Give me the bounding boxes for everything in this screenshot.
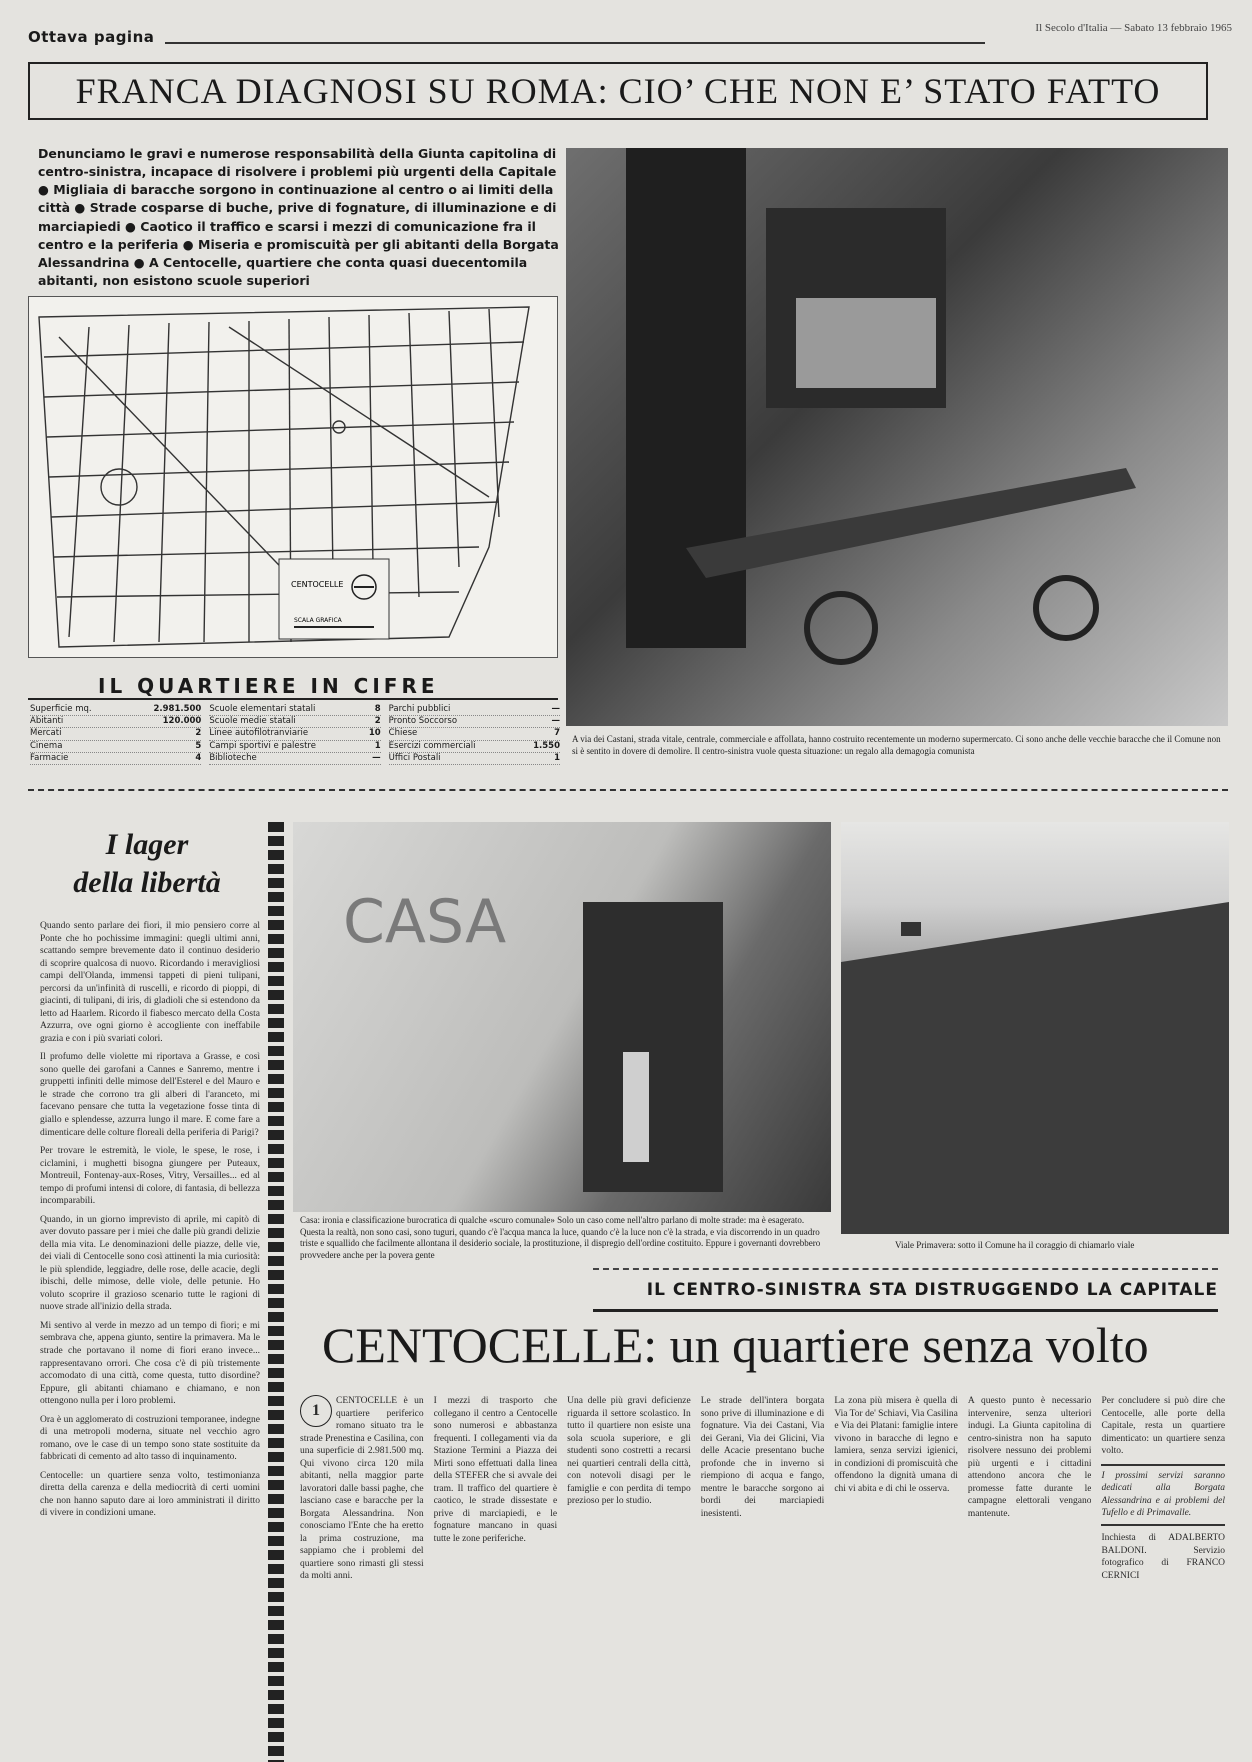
photo-viale-primavera <box>841 822 1229 1234</box>
article-column: Una delle più gravi deficienze riguarda il settore scolastico. In tutto il quartiere non esiste una sola scuola superiore, e gli studenti sono costretti a recarsi nei quartieri centrali della città, con notevoli disagi per le famiglie e con perdita di tempo prezioso per lo studio. <box>567 1396 691 1507</box>
street-grid <box>29 297 557 657</box>
section-divider <box>28 789 1228 791</box>
photo-casa-graffiti <box>293 822 831 1212</box>
article-headline: CENTOCELLE: un quartiere senza volto <box>322 1317 1149 1373</box>
section-rule <box>165 42 985 44</box>
lager-title: I lager della libertà <box>73 828 221 899</box>
article-column: A questo punto è necessario intervenire, senza ulteriori indugi. La Giunta capitolina di centro-sinistra non ha saputo risolvere nessuno dei problemi più urgenti e i cittadini attendono ancora che le promesse fatte durante le campagne elettorali vengano mantenute. <box>967 1396 1092 1519</box>
stat-row: Scuole elementari statali 8 <box>209 704 380 716</box>
stat-row: Linee autofilotranviarie 10 <box>209 728 380 740</box>
stats-column-2 <box>209 704 380 765</box>
lager-body: Quando sento parlare dei fiori, il mio pensiero corre al Ponte che ho pochissime immagini: quegli ultimi anni, scattando sempre brevemente dato il continuo desiderio di scoprire qualcosa di nuovo. Ricordando i meravigliosi campi dell'Olanda, immensi tappeti di pieni tulipani, percorsi da un'infinità di ruscelli, e ricordo di pioppi, di giacinti, di tulipani, di iris, di gladioli che si estendono da letto ad Haarlem. Ricordo il fiabesco mercato della Costa Azzurra, ove ogni giorno è accogliente con ineffabile grazia e con i più svariati colori. Il profumo delle violette mi riportava a Grasse, e così sono quelle dei garofani a Cannes e Sanremo, mentre i gruppetti infiniti delle mimose dell'Esterel e del Mauro e le strade che corrono tra gli alberi di l'aranceto, mi facevano pensare che tutta la vegetazione fosse tinta di giallo e splendesse, azzurra lungo il mare. E come fare a dimenticare delle colture floreali della periferia di Parigi? Per trovare le estremità, le viole, le spese, le rose, i ciclamini, i mughetti bisogna giungere per Puteaux, Montreuil, Fontenay-aux-Roses, Vitry, Versailles... ed al tempo di profumi intensi di colore, di fantasia, di bellezza incomparabili. Quando, in un giorno imprevisto di aprile, mi capitò di aver dovuto passare per i miei che dalle più grandi delizie della mia vita. Le denominazioni delle piazze, delle vie, dei viali di Centocelle sono così attinenti la mia curiosità: le più splendide, leggiadre, delle rose, delle acacie, degli ibischi, delle mimose, delle viole, delle petunie. Ho voluto scoprire il grazioso scenario tutte le ragioni di nuove strade all'inizio della strada. Mi sentivo al verde in mezzo ad un tempo di fiori; e mi sembrava che, appena giunto, sentire la primavera. Ma le strade che portavano il nome di fiori erano invece... rappresentavano orrori. Che cosa c'è di più tristemente accomodato di una città, come questa, tutto disordine? Eppure, gli abitanti chiamano e chiamano, e non ottengono nulla per i loro problemi. Ora è un agglomerato di costruzioni temporanee, indegne di una metropoli moderna, situate nel vecchio agro romano, ove le case di un tempo sono state sostituite da fabbricati di cemento ad alto tasso di inquinamento. Centocelle: un quartiere senza volto, testimonianza diretta della carenza e della mediocrità di certi uomini che non hanno saputo dare ai loro amministrati il diritto di vivere in condizioni umane. <box>40 921 260 1519</box>
stat-row: Scuole medie statali 2 <box>209 716 380 728</box>
stat-row: Farmacie 4 <box>30 753 201 765</box>
stat-row: Abitanti 120.000 <box>30 716 201 728</box>
article-column: La zona più misera è quella di Via Tor de' Schiavi, Via Casilina e Via dei Platani: famiglie intere vivono in baracche di legno e lamiera, senza servizi igienici, in condizioni di promiscuità che offendono la dignità umana di chi vi abita e di chi le osserva. <box>834 1396 958 1494</box>
dropcap-number: 1 <box>300 1395 332 1427</box>
caption-photo-1: A via dei Castani, strada vitale, centrale, commerciale e affollata, hanno costruito recentemente un moderno supermercato. Ci sono anche delle vecchie baracche che il Comune non si è sentito in dovere di demolire. Il centro-sinistra vuole questa situazione: un regalo alla demagogia comunista <box>572 734 1221 756</box>
stats-rule <box>28 698 558 700</box>
stat-row: Pronto Soccorso — <box>389 716 560 728</box>
roadside-silhouette <box>841 822 1229 1234</box>
stat-row: Campi sportivi e palestre 1 <box>209 741 380 753</box>
photo-baracche-cart <box>566 148 1228 726</box>
stat-row: Mercati 2 <box>30 728 201 740</box>
article-credit: Inchiesta di ADALBERTO BALDONI. Servizio fotografico di FRANCO CERNICI <box>1101 1532 1226 1582</box>
article-kicker: IL CENTRO-SINISTRA STA DISTRUGGENDO LA CAPITALE <box>593 1280 1218 1312</box>
map-scale: SCALA GRAFICA <box>294 617 342 624</box>
banner-title: FRANCA DIAGNOSI SU ROMA: CIO’ CHE NON E’ STATO FATTO <box>28 62 1208 120</box>
caption-photo-2: Casa: ironia e classificazione burocratica di qualche «scuro comunale» Solo un caso come nell'altro parlano di molte strade: ma è esagerato. Questa la realtà, non sono casi, sono tuguri, quando c'è l'acqua manca la luce, quando c'è la luce non c'è la strada, e via discorrendo in un quadro triste e squallido che facilmente allontana il desiderio sociale, la prostituzione, il dispregio dell'ordine costituito. Eppure i governanti dovrebbero provvedere anche per la povera gente <box>300 1215 821 1261</box>
stat-row: Esercizi commerciali 1.550 <box>389 741 560 753</box>
stat-row: Chiese 7 <box>389 728 560 740</box>
masthead-date: Il Secolo d'Italia — Sabato 13 febbraio 1965 <box>1035 22 1232 34</box>
stat-row: Biblioteche — <box>209 753 380 765</box>
article-column: I mezzi di trasporto che collegano il centro a Centocelle sono numerosi e abbastanza frequenti. I collegamenti via da Stazione Termini a Piazza dei Mirti sono effettuati dalla linea della STEFER che si avvale dei tram. Il traffico del quartiere è caotico, le strade dissestate e prive di marciapiedi, e le fognature mancano in quasi tutte le zone periferiche. <box>433 1396 558 1544</box>
article-column: Le strade dell'intera borgata sono prive di illuminazione e di fognature. Via dei Castani, Via dei Gerani, Via dei Glicini, Via delle Acacie presentano buche profonde che in inverno si riempiono di acqua e fango, mentre le baracche sorgono ai bordi dei marciapiedi inesistenti. <box>700 1396 825 1519</box>
stat-row: Cinema 5 <box>30 741 201 753</box>
cart-silhouette <box>566 148 1228 726</box>
svg-text:CASA: CASA <box>343 887 507 957</box>
stat-row: Parchi pubblici — <box>389 704 560 716</box>
film-strip-border <box>268 822 284 1762</box>
section-tag: Ottava pagina <box>28 28 155 46</box>
stats-column-3 <box>389 704 560 765</box>
map-label: CENTOCELLE <box>291 580 344 589</box>
article-columns <box>300 1395 1225 1740</box>
stats-title: IL QUARTIERE IN CIFRE <box>98 674 439 698</box>
district-map <box>28 296 558 658</box>
doorway-silhouette <box>293 822 831 1212</box>
stat-row: Superficie mq. 2.981.500 <box>30 704 201 716</box>
box-note: I prossimi servizi saranno dedicati alla Borgata Alessandrina e ai problemi del Tufello e di Primavalle. <box>1101 1464 1225 1526</box>
stats-column-1 <box>30 704 201 765</box>
article-column: Per concludere si può dire che Centocelle, alle porte della Capitale, resta un quartiere dimenticato: un quartiere senza volto. I prossimi servizi saranno dedicati alla Borgata Alessandrina e ai problemi del Tufello e di Primavalle. Inchiesta di ADALBERTO BALDONI. Servizio fotografico di FRANCO CERNICI <box>1101 1396 1226 1582</box>
stat-row: Uffici Postali 1 <box>389 753 560 765</box>
article-column: 1 CENTOCELLE è un quartiere periferico romano situato tra le strade Prenestina e Casilina, con una superficie di 2.981.500 mq. Qui vivono circa 120 mila abitanti, nella maggior parte lavoratori dalle bassi paghe, che lasciano case e baracche per la Borgata Alessandrina. Non conosciamo l'Ente che ha eretto la prima costruzione, ma sappiamo che i problemi del quartiere sono rimasti gli stessi da molti anni. <box>300 1396 424 1582</box>
intro-paragraph: Denunciamo le gravi e numerose responsabilità della Giunta capitolina di centro-sinistra, incapace di risolvere i problemi più urgenti della Capitale ● Migliaia di baracche sorgono in continuazione al centro o ai limiti della città ● Strade cosparse di buche, prive di fognature, di illuminazione e di marciapiedi ● Caotico il traffico e scarsi i mezzi di comunicazione fra il centro e la periferia ● Miseria e promiscuità per gli abitanti della Borgata Alessandrina ● A Centocelle, quartiere che conta quasi duecentomila abitanti, non esistono scuole superiori <box>38 146 559 288</box>
kicker-rule <box>593 1268 1218 1270</box>
caption-photo-3: Viale Primavera: sotto il Comune ha il coraggio di chiamarlo viale <box>895 1240 1135 1250</box>
stats-table <box>30 704 560 765</box>
